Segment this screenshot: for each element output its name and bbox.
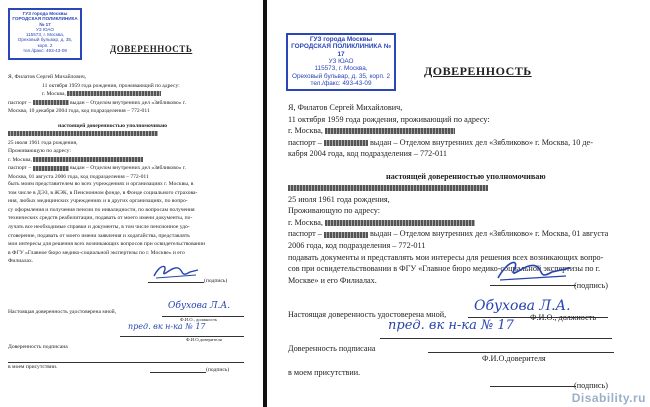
clinic-stamp-right	[286, 33, 396, 91]
principal-block	[8, 73, 186, 116]
redacted-address	[325, 128, 455, 134]
stamp-line-3: УЗ ЮАО	[36, 26, 54, 32]
body-line: быть моим представителем во всех учреждениях и организациях г. Москвы, в	[8, 181, 194, 187]
body-line: су оформления и получения пенсии по инвалидности, по вопросам получения	[8, 206, 195, 213]
passport-label: паспорт –	[8, 99, 32, 106]
signature-line	[148, 282, 204, 283]
principal-birth: 11 октября 1959 года рождения, проживающий по адресу:	[288, 114, 490, 124]
agent-city	[288, 217, 608, 229]
principal-city	[8, 90, 186, 99]
body-line: в ФГУ «Главное бюро медико-социальной экспертизы по г. Москве» и его	[8, 249, 185, 256]
authorize-heading: настоящей доверенностью уполномочиваю	[58, 123, 168, 129]
agent-city-text: г. Москва,	[288, 217, 323, 227]
agent-passport-label: паспорт –	[288, 229, 322, 239]
body-line: лучать все необходимые справки и документы, в том числе пенсионное удо-	[8, 223, 190, 230]
clinic-stamp-left	[8, 8, 82, 60]
agent-passport-issued: выдан – Отделом внутренних дел «Зябликово» г. Москва, 01 августа	[369, 229, 609, 239]
redacted-address	[67, 91, 161, 96]
principal-name: Я, Филатов Сергей Михайлович,	[8, 74, 87, 80]
page-divider	[263, 0, 267, 407]
stamp-line-4: 115573, г. Москва,	[25, 32, 65, 38]
body-line: том числе в ДЭЗ, в ЖЭК, в Пенсионном фонде, в Фонде социального страхова-	[8, 189, 198, 196]
agent-resides: Проживающую по адресу:	[8, 148, 71, 155]
agent-birth: 25 июля 1961 года рождения,	[8, 139, 78, 146]
signature-line	[490, 285, 576, 286]
document-title: ДОВЕРЕННОСТЬ	[110, 44, 193, 54]
passport-label: паспорт –	[288, 137, 322, 147]
signed-by-text: Доверенность подписана	[8, 344, 68, 350]
stamp-line-1: ГУЗ города Москвы	[309, 36, 373, 43]
fio-caption-left: Ф.И.О., должность	[180, 317, 218, 322]
redacted-agent-name	[288, 182, 608, 194]
agent-block	[8, 130, 186, 182]
watermark: Disability.ru	[571, 391, 646, 405]
certified-text: Настоящая доверенность удостоверена мной,	[288, 310, 447, 319]
agent-birth: 25 июля 1961 года рождения,	[288, 194, 390, 204]
principal-signature	[150, 262, 202, 282]
body-line: сов при освидетельствовании в ФГУ «Главное бюро медико-социальной экспертизы по г.	[288, 264, 601, 274]
principal-passport	[288, 137, 593, 149]
redacted-agent-address	[325, 220, 475, 226]
city-text: г. Москва,	[288, 126, 323, 136]
principal-city	[288, 125, 593, 137]
passport-issued-cont: кабря 2004 года, код подразделения – 772-011	[288, 149, 447, 159]
agent-city	[8, 156, 186, 165]
stamp-line-3: УЗ ЮАО	[328, 58, 354, 66]
handwritten-position-left: пред. вк н-ка № 17	[128, 322, 206, 331]
authorize-heading: настоящей доверенностью уполномочиваю	[386, 172, 546, 181]
stamp-line-2: ГОРОДСКАЯ ПОЛИКЛИНИКА № 17	[12, 16, 78, 27]
stamp-line-6: тел./факс: 493-43-09	[23, 47, 67, 53]
handwritten-name-right: Обухова Л.А.	[474, 298, 571, 314]
left-document-page	[0, 0, 262, 407]
presence-sign-caption: (подпись)	[574, 381, 608, 390]
agent-passport	[288, 228, 608, 240]
position-line-right	[380, 338, 612, 339]
stamp-line-1: ГУЗ города Москвы	[22, 11, 68, 16]
principal-passport	[8, 99, 186, 108]
redacted-agent-name-bar	[8, 131, 158, 136]
handwritten-name-left: Обухова Л.А.	[168, 301, 231, 311]
stamp-line-5: Ореховый бульвар, д. 35, корп. 2	[291, 72, 391, 80]
agent-passport-issued: выдан – Отделом внутренних дел «Зябликово» г.	[69, 165, 186, 172]
fio-agent-caption-left: Ф.И.О.доверителя	[186, 337, 222, 342]
agent-passport-issued-cont: Москва, 01 августа 2006 года, код подразделения – 772-011	[8, 173, 149, 180]
passport-issued-cont: Москва, 10 декабря 2004 года, код подразделения – 772-011	[8, 108, 150, 115]
presence-sign-line	[150, 372, 206, 373]
body-line: Москве» и его Филиалах.	[288, 275, 377, 285]
agent-resides: Проживающую по адресу:	[288, 206, 381, 216]
body-line: ния, любых медицинских учреждениях и в других организациях, по вопро-	[8, 198, 188, 205]
redacted-agent-passport	[33, 166, 69, 171]
fio-agent-caption-right: Ф.И.О.доверителя	[482, 354, 546, 363]
handwritten-position-right: пред. вк н-ка № 17	[388, 318, 514, 333]
redacted-passport	[324, 140, 368, 146]
stamp-line-4: 115573, г. Москва,	[314, 65, 368, 73]
right-document-page	[268, 0, 650, 407]
signature-caption: (подпись)	[204, 278, 228, 284]
redacted-agent-passport	[324, 232, 368, 238]
body-line: мои интересы для решения всех возникающих вопросов при освидетельствовании	[8, 241, 206, 248]
presence-sign-caption: (подпись)	[206, 367, 230, 373]
principal-block	[288, 102, 593, 160]
passport-issued: выдан – Отделом внутренних дел «Зябликово» г. Москва, 10 де-	[369, 137, 593, 147]
signature-caption: (подпись)	[574, 281, 608, 290]
fio-caption-right: Ф.И.О., должность	[530, 313, 597, 322]
presence-text: в моем присутствии.	[8, 364, 58, 370]
powers-body	[8, 180, 205, 266]
stamp-line-2: ГОРОДСКАЯ ПОЛИКЛИНИКА № 17	[291, 43, 391, 58]
stamp-line-6: тел./факс: 493-43-09	[310, 80, 372, 88]
document-title: ДОВЕРЕННОСТЬ	[424, 64, 532, 78]
body-line: стоверение, подавать от моего имени заявления и ходатайства, представлять	[8, 232, 190, 239]
body-line: Филиалах.	[8, 258, 34, 265]
presence-text: в моем присутствии.	[288, 368, 361, 377]
passport-issued: выдан – Отделом внутренних дел «Зябликово» г.	[69, 99, 186, 106]
redacted-passport	[33, 100, 69, 105]
principal-birth: 11 октября 1959 года рождения, проживающий по адресу:	[42, 82, 180, 89]
agent-passport	[8, 164, 186, 173]
city-text: г. Москва,	[42, 91, 66, 98]
signed-by-text: Доверенность подписана	[288, 344, 376, 353]
certified-text: Настоящая доверенность удостоверена мной,	[8, 309, 117, 315]
redacted-agent-address	[33, 157, 143, 162]
principal-signature	[492, 256, 574, 286]
agent-passport-label: паспорт –	[8, 165, 32, 172]
body-line: технических средств реабилитации, подавать от моего имени документы, по-	[8, 215, 193, 222]
redacted-agent-name-bar	[288, 185, 488, 191]
redacted-agent-name	[8, 130, 186, 139]
agent-passport-issued-cont: 2006 года, код подразделения – 772-011	[288, 240, 426, 250]
stamp-line-5: Ореховый бульвар, д. 35, корп. 2	[17, 37, 73, 48]
body-line: подавать документы и представлять мои интересы для решения всех возникающих вопро-	[288, 252, 604, 262]
presence-sign-line	[490, 386, 576, 387]
position-line-left	[120, 336, 244, 337]
agent-city-text: г. Москва,	[8, 156, 32, 163]
principal-name: Я, Филатов Сергей Михайлович,	[288, 103, 403, 112]
